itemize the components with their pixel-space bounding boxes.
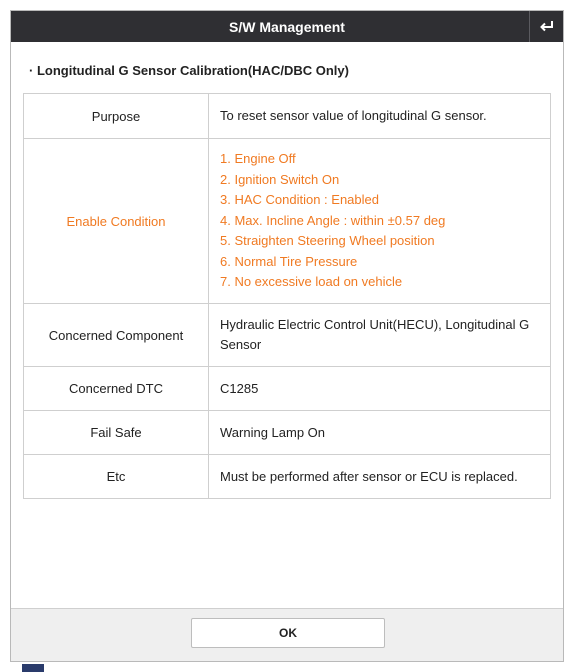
row-label: Enable Condition — [24, 139, 209, 304]
corner-mark — [22, 664, 44, 672]
table-row — [24, 139, 551, 304]
row-value: Must be performed after sensor or ECU is replaced. — [209, 455, 551, 499]
table-row — [24, 411, 551, 455]
list-item: 2. Ignition Switch On — [220, 171, 340, 187]
table-row — [24, 304, 551, 367]
list-item: 6. Normal Tire Pressure — [220, 253, 358, 269]
list-item: 3. HAC Condition : Enabled — [220, 192, 379, 208]
row-value: To reset sensor value of longitudinal G sensor. — [209, 94, 551, 139]
row-label: Purpose — [24, 94, 209, 139]
ok-button[interactable]: OK — [191, 618, 385, 648]
row-label: Concerned DTC — [24, 367, 209, 411]
section-title: · Longitudinal G Sensor Calibration(HAC/DBC Only) — [29, 63, 349, 78]
window-title: S/W Management — [229, 18, 345, 35]
row-value: Hydraulic Electric Control Unit(HECU), Longitudinal G Sensor — [209, 304, 551, 367]
back-button[interactable] — [529, 11, 563, 42]
list-item: 4. Max. Incline Angle : within ±0.57 deg — [220, 212, 446, 228]
enable-condition-list — [220, 149, 540, 293]
dialog-footer — [11, 608, 563, 661]
titlebar — [11, 11, 563, 42]
return-arrow-icon — [539, 20, 555, 34]
row-label: Fail Safe — [24, 411, 209, 455]
table-row — [24, 367, 551, 411]
table-row — [24, 455, 551, 499]
info-table — [23, 93, 551, 499]
list-item: 1. Engine Off — [220, 151, 296, 167]
row-label: Concerned Component — [24, 304, 209, 367]
row-value — [209, 139, 551, 304]
row-label: Etc — [24, 455, 209, 499]
row-value: Warning Lamp On — [209, 411, 551, 455]
list-item: 7. No excessive load on vehicle — [220, 274, 403, 290]
sw-management-dialog — [10, 10, 564, 662]
table-row — [24, 94, 551, 139]
row-value: C1285 — [209, 367, 551, 411]
list-item: 5. Straighten Steering Wheel position — [220, 233, 435, 249]
